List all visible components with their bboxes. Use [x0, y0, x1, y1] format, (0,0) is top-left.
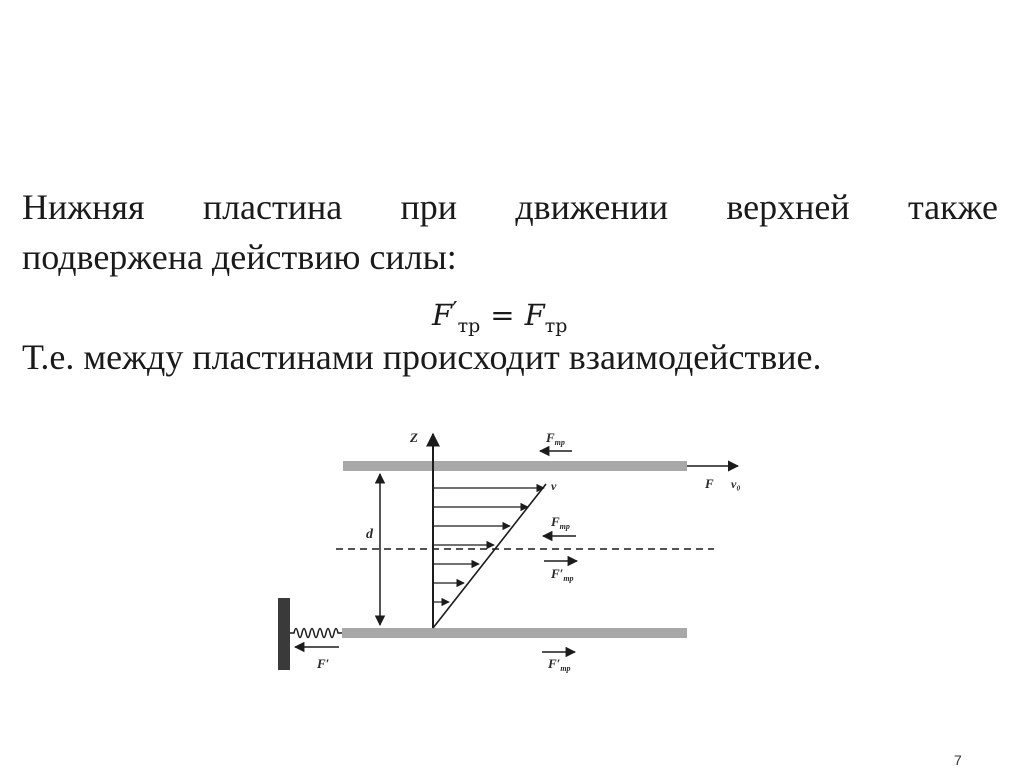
formula-equals: =	[490, 298, 515, 332]
paragraph-line-4: Т.е. между пластинами происходит взаимодействие.	[22, 337, 822, 377]
wall	[278, 598, 290, 670]
friction-upper-label: $F_{тр}$	[546, 430, 565, 447]
friction-lower-label: $F'_{тр}$	[548, 656, 571, 673]
word: движении	[515, 187, 669, 227]
z-axis-label: Z	[410, 430, 418, 445]
velocity-profile-line	[433, 484, 546, 628]
plates-diagram	[262, 420, 762, 690]
speed-label: v₀	[731, 477, 741, 491]
paragraph-line-2: подвержена действию силы:	[22, 237, 457, 277]
friction-mid-prime-label: $F'_{тр}$	[551, 566, 574, 583]
lower-plate	[342, 628, 687, 638]
word: Нижняя	[22, 187, 145, 227]
word: верхней	[726, 187, 850, 227]
spring-force-label: F′	[317, 656, 330, 671]
velocity-vectors	[433, 488, 544, 602]
formula-lhs: F	[432, 298, 453, 332]
formula-lhs-sub: тр	[457, 315, 481, 337]
word: при	[400, 187, 458, 227]
distance-label: d	[366, 527, 373, 542]
word: пластина	[202, 187, 343, 227]
friction-mid-label: $F_{тр}$	[551, 514, 570, 531]
paragraph-line-1	[22, 182, 998, 232]
formula-rhs-sub: тр	[544, 315, 568, 337]
slide-text	[22, 182, 998, 382]
formula-expression	[432, 286, 567, 351]
page-number: 7	[954, 752, 962, 768]
driving-force-label: F	[705, 476, 714, 491]
upper-plate	[343, 461, 687, 471]
word: также	[907, 187, 998, 227]
spring	[290, 629, 342, 638]
formula-rhs: F	[524, 298, 545, 332]
formula-lhs-prime: ′	[452, 297, 458, 325]
friction-formula	[22, 282, 998, 337]
velocity-label: v	[551, 479, 557, 493]
